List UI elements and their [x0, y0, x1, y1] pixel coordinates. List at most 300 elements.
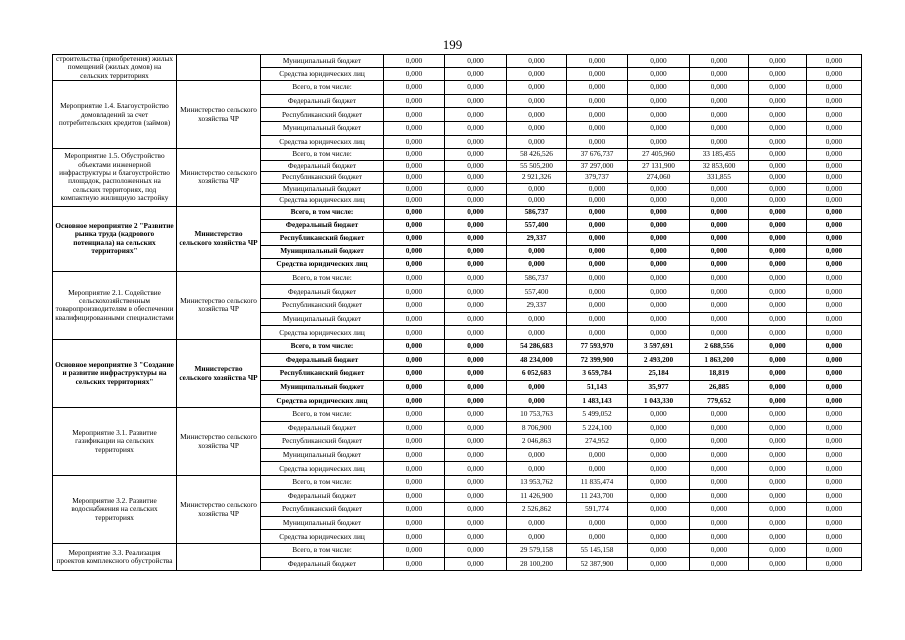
funding-source-cell: Федеральный бюджет [261, 421, 384, 435]
amount-cell: 0,000 [628, 557, 690, 571]
funding-source-cell: Всего, в том числе: [261, 476, 384, 490]
amount-cell: 27 405,960 [628, 149, 690, 161]
funding-source-cell: Средства юридических лиц [261, 258, 384, 271]
amount-cell: 0,000 [507, 530, 567, 544]
funding-source-cell: Муниципальный бюджет [261, 516, 384, 530]
amount-cell: 0,000 [690, 557, 749, 571]
amount-cell: 779,652 [690, 394, 749, 408]
amount-cell: 0,000 [690, 448, 749, 462]
amount-cell: 0,000 [690, 462, 749, 476]
amount-cell: 0,000 [445, 476, 507, 490]
amount-cell: 0,000 [807, 172, 862, 184]
amount-cell: 0,000 [807, 94, 862, 108]
amount-cell: 3 659,784 [567, 367, 628, 381]
funding-source-cell: Средства юридических лиц [261, 326, 384, 340]
amount-cell: 0,000 [690, 312, 749, 326]
amount-cell: 29,337 [507, 232, 567, 245]
amount-cell: 0,000 [567, 245, 628, 258]
amount-cell: 0,000 [807, 435, 862, 449]
amount-cell: 0,000 [384, 285, 445, 299]
amount-cell: 0,000 [807, 557, 862, 571]
amount-cell: 0,000 [445, 448, 507, 462]
amount-cell: 0,000 [445, 94, 507, 108]
amount-cell: 0,000 [628, 271, 690, 285]
amount-cell: 0,000 [807, 476, 862, 490]
amount-cell: 331,855 [690, 172, 749, 184]
event-name-cell: Мероприятие 3.2. Развитие водоснабжения на сельских территориях [53, 476, 177, 544]
event-name-cell: Мероприятие 3.1. Развитие газификации на сельских территориях [53, 408, 177, 476]
amount-cell: 0,000 [749, 544, 807, 558]
amount-cell: 3 597,691 [628, 340, 690, 354]
funding-source-cell: Муниципальный бюджет [261, 380, 384, 394]
amount-cell: 77 593,970 [567, 340, 628, 354]
amount-cell: 586,737 [507, 271, 567, 285]
amount-cell: 0,000 [749, 326, 807, 340]
amount-cell: 0,000 [384, 435, 445, 449]
amount-cell: 29 579,158 [507, 544, 567, 558]
amount-cell: 0,000 [749, 219, 807, 232]
table-row [53, 340, 862, 354]
amount-cell: 0,000 [628, 285, 690, 299]
funding-source-cell: Всего, в том числе: [261, 271, 384, 285]
amount-cell: 0,000 [384, 312, 445, 326]
amount-cell: 0,000 [807, 232, 862, 245]
amount-cell: 0,000 [628, 462, 690, 476]
amount-cell: 0,000 [384, 530, 445, 544]
amount-cell: 0,000 [807, 135, 862, 149]
amount-cell: 0,000 [749, 285, 807, 299]
amount-cell: 11 243,700 [567, 489, 628, 503]
amount-cell: 0,000 [507, 326, 567, 340]
amount-cell: 0,000 [807, 258, 862, 271]
amount-cell: 0,000 [807, 299, 862, 313]
amount-cell: 0,000 [567, 462, 628, 476]
amount-cell: 0,000 [567, 206, 628, 219]
funding-source-cell: Республиканский бюджет [261, 299, 384, 313]
amount-cell: 0,000 [807, 503, 862, 517]
amount-cell: 0,000 [384, 516, 445, 530]
amount-cell: 0,000 [690, 219, 749, 232]
amount-cell: 274,060 [628, 172, 690, 184]
table-row [53, 81, 862, 95]
amount-cell: 557,400 [507, 285, 567, 299]
table-row [53, 149, 862, 161]
funding-source-cell: Всего, в том числе: [261, 81, 384, 95]
amount-cell: 0,000 [567, 312, 628, 326]
amount-cell: 0,000 [445, 353, 507, 367]
amount-cell: 0,000 [567, 108, 628, 122]
executor-cell: Министерство сельского хозяйства ЧР [177, 81, 261, 149]
amount-cell: 35,977 [628, 380, 690, 394]
amount-cell: 0,000 [384, 394, 445, 408]
amount-cell: 0,000 [384, 81, 445, 95]
amount-cell: 0,000 [749, 299, 807, 313]
funding-source-cell: Всего, в том числе: [261, 340, 384, 354]
amount-cell: 0,000 [384, 149, 445, 161]
amount-cell: 0,000 [384, 353, 445, 367]
amount-cell: 0,000 [445, 81, 507, 95]
amount-cell: 0,000 [445, 122, 507, 136]
amount-cell: 274,952 [567, 435, 628, 449]
amount-cell: 0,000 [567, 68, 628, 81]
amount-cell: 0,000 [384, 476, 445, 490]
amount-cell: 0,000 [567, 271, 628, 285]
amount-cell: 6 052,683 [507, 367, 567, 381]
amount-cell: 25,184 [628, 367, 690, 381]
amount-cell: 0,000 [749, 195, 807, 207]
table-row [53, 55, 862, 68]
funding-source-cell: Всего, в том числе: [261, 408, 384, 422]
table-row [53, 544, 862, 558]
amount-cell: 54 286,683 [507, 340, 567, 354]
amount-cell: 0,000 [749, 232, 807, 245]
amount-cell: 0,000 [445, 421, 507, 435]
amount-cell: 0,000 [384, 55, 445, 68]
amount-cell: 0,000 [690, 476, 749, 490]
amount-cell: 0,000 [445, 312, 507, 326]
amount-cell: 0,000 [384, 421, 445, 435]
amount-cell: 0,000 [567, 232, 628, 245]
amount-cell: 0,000 [749, 172, 807, 184]
amount-cell: 0,000 [628, 258, 690, 271]
amount-cell: 0,000 [690, 285, 749, 299]
amount-cell: 2 688,556 [690, 340, 749, 354]
amount-cell: 0,000 [749, 530, 807, 544]
amount-cell: 0,000 [628, 108, 690, 122]
amount-cell: 0,000 [690, 183, 749, 195]
amount-cell: 0,000 [384, 271, 445, 285]
amount-cell: 0,000 [807, 195, 862, 207]
funding-source-cell: Средства юридических лиц [261, 135, 384, 149]
table-row [53, 206, 862, 219]
amount-cell: 55 145,158 [567, 544, 628, 558]
funding-source-cell: Республиканский бюджет [261, 435, 384, 449]
amount-cell: 0,000 [749, 448, 807, 462]
amount-cell: 37 676,737 [567, 149, 628, 161]
amount-cell: 0,000 [807, 183, 862, 195]
amount-cell: 0,000 [384, 367, 445, 381]
funding-source-cell: Муниципальный бюджет [261, 448, 384, 462]
amount-cell: 0,000 [690, 135, 749, 149]
amount-cell: 0,000 [749, 394, 807, 408]
funding-source-cell: Муниципальный бюджет [261, 312, 384, 326]
amount-cell: 0,000 [445, 108, 507, 122]
amount-cell: 0,000 [807, 219, 862, 232]
event-name-cell: Основное мероприятие 3 "Создание и развитие инфраструктуры на сельских территориях" [53, 340, 177, 408]
funding-source-cell: Федеральный бюджет [261, 557, 384, 571]
amount-cell: 0,000 [749, 206, 807, 219]
amount-cell: 0,000 [628, 489, 690, 503]
funding-source-cell: Муниципальный бюджет [261, 55, 384, 68]
table-row [53, 476, 862, 490]
amount-cell: 0,000 [690, 421, 749, 435]
amount-cell: 0,000 [690, 435, 749, 449]
amount-cell: 0,000 [628, 544, 690, 558]
amount-cell: 0,000 [690, 503, 749, 517]
amount-cell: 0,000 [807, 122, 862, 136]
amount-cell: 0,000 [384, 408, 445, 422]
amount-cell: 0,000 [690, 530, 749, 544]
funding-source-cell: Республиканский бюджет [261, 108, 384, 122]
amount-cell: 0,000 [445, 462, 507, 476]
executor-cell: Министерство сельского хозяйства ЧР [177, 340, 261, 408]
amount-cell: 0,000 [807, 380, 862, 394]
amount-cell: 0,000 [628, 516, 690, 530]
amount-cell: 0,000 [690, 195, 749, 207]
amount-cell: 0,000 [690, 81, 749, 95]
amount-cell: 0,000 [807, 516, 862, 530]
amount-cell: 0,000 [567, 258, 628, 271]
amount-cell: 0,000 [445, 530, 507, 544]
amount-cell: 0,000 [567, 326, 628, 340]
amount-cell: 1 863,200 [690, 353, 749, 367]
amount-cell: 52 387,900 [567, 557, 628, 571]
amount-cell: 0,000 [749, 557, 807, 571]
amount-cell: 0,000 [628, 81, 690, 95]
amount-cell: 0,000 [628, 68, 690, 81]
amount-cell: 0,000 [749, 135, 807, 149]
amount-cell: 0,000 [445, 340, 507, 354]
event-name-cell: Мероприятие 3.3. Реализация проектов комплексного обустройства [53, 544, 177, 571]
funding-source-cell: Средства юридических лиц [261, 530, 384, 544]
amount-cell: 0,000 [445, 489, 507, 503]
amount-cell: 0,000 [507, 312, 567, 326]
amount-cell: 0,000 [749, 380, 807, 394]
amount-cell: 0,000 [445, 195, 507, 207]
amount-cell: 0,000 [384, 232, 445, 245]
amount-cell: 0,000 [567, 122, 628, 136]
amount-cell: 0,000 [807, 68, 862, 81]
amount-cell: 0,000 [807, 448, 862, 462]
amount-cell: 18,819 [690, 367, 749, 381]
amount-cell: 0,000 [807, 394, 862, 408]
funding-source-cell: Республиканский бюджет [261, 172, 384, 184]
amount-cell: 0,000 [749, 68, 807, 81]
amount-cell: 0,000 [507, 122, 567, 136]
amount-cell: 0,000 [628, 135, 690, 149]
amount-cell: 557,400 [507, 219, 567, 232]
amount-cell: 5 499,052 [567, 408, 628, 422]
amount-cell: 0,000 [507, 81, 567, 95]
amount-cell: 27 131,900 [628, 160, 690, 172]
funding-source-cell: Федеральный бюджет [261, 94, 384, 108]
page-number: 199 [442, 37, 463, 52]
amount-cell: 0,000 [690, 232, 749, 245]
event-name-cell: строительства (приобретения) жилых помещений (жилых домов) на сельских территориях [53, 55, 177, 81]
executor-cell: Министерство сельского хозяйства ЧР [177, 271, 261, 339]
amount-cell: 0,000 [807, 108, 862, 122]
amount-cell: 0,000 [749, 462, 807, 476]
amount-cell: 0,000 [749, 340, 807, 354]
amount-cell: 0,000 [628, 122, 690, 136]
funding-source-cell: Средства юридических лиц [261, 195, 384, 207]
amount-cell: 0,000 [445, 299, 507, 313]
amount-cell: 0,000 [507, 258, 567, 271]
amount-cell: 0,000 [445, 408, 507, 422]
amount-cell: 0,000 [445, 503, 507, 517]
amount-cell: 0,000 [445, 435, 507, 449]
amount-cell: 0,000 [445, 160, 507, 172]
amount-cell: 0,000 [384, 206, 445, 219]
amount-cell: 0,000 [807, 462, 862, 476]
executor-cell: Министерство сельского хозяйства ЧР [177, 476, 261, 544]
amount-cell: 29,337 [507, 299, 567, 313]
amount-cell: 48 234,000 [507, 353, 567, 367]
amount-cell: 0,000 [749, 476, 807, 490]
amount-cell: 0,000 [445, 380, 507, 394]
amount-cell: 0,000 [628, 219, 690, 232]
amount-cell: 0,000 [690, 299, 749, 313]
amount-cell: 0,000 [628, 435, 690, 449]
amount-cell: 0,000 [807, 149, 862, 161]
amount-cell: 0,000 [567, 285, 628, 299]
amount-cell: 0,000 [384, 258, 445, 271]
amount-cell: 0,000 [445, 544, 507, 558]
amount-cell: 0,000 [567, 81, 628, 95]
amount-cell: 28 100,200 [507, 557, 567, 571]
amount-cell: 0,000 [628, 245, 690, 258]
amount-cell: 0,000 [807, 206, 862, 219]
amount-cell: 2 921,326 [507, 172, 567, 184]
amount-cell: 0,000 [567, 94, 628, 108]
amount-cell: 26,885 [690, 380, 749, 394]
event-name-cell: Мероприятие 1.4. Благоустройство домовладений за счет потребительских кредитов (займов) [53, 81, 177, 149]
amount-cell: 0,000 [384, 135, 445, 149]
executor-cell: Министерство сельского хозяйства ЧР [177, 206, 261, 271]
amount-cell: 0,000 [445, 394, 507, 408]
amount-cell: 0,000 [690, 94, 749, 108]
amount-cell: 10 753,763 [507, 408, 567, 422]
funding-source-cell: Федеральный бюджет [261, 285, 384, 299]
executor-cell [177, 55, 261, 81]
amount-cell: 0,000 [807, 421, 862, 435]
amount-cell: 0,000 [628, 183, 690, 195]
amount-cell: 0,000 [628, 421, 690, 435]
amount-cell: 0,000 [807, 489, 862, 503]
amount-cell: 0,000 [384, 108, 445, 122]
amount-cell: 0,000 [445, 135, 507, 149]
amount-cell: 0,000 [807, 271, 862, 285]
amount-cell: 0,000 [749, 435, 807, 449]
amount-cell: 0,000 [445, 219, 507, 232]
amount-cell: 0,000 [445, 206, 507, 219]
amount-cell: 5 224,100 [567, 421, 628, 435]
table-row [53, 271, 862, 285]
amount-cell: 0,000 [690, 258, 749, 271]
amount-cell: 0,000 [628, 408, 690, 422]
amount-cell: 0,000 [445, 183, 507, 195]
amount-cell: 0,000 [749, 489, 807, 503]
amount-cell: 0,000 [567, 183, 628, 195]
amount-cell: 0,000 [690, 489, 749, 503]
executor-cell [177, 544, 261, 571]
amount-cell: 0,000 [628, 232, 690, 245]
amount-cell: 72 399,900 [567, 353, 628, 367]
amount-cell: 0,000 [749, 183, 807, 195]
amount-cell: 11 426,900 [507, 489, 567, 503]
amount-cell: 13 953,762 [507, 476, 567, 490]
amount-cell: 0,000 [384, 219, 445, 232]
amount-cell: 379,737 [567, 172, 628, 184]
amount-cell: 0,000 [749, 149, 807, 161]
amount-cell: 0,000 [749, 108, 807, 122]
amount-cell: 0,000 [384, 340, 445, 354]
amount-cell: 0,000 [628, 195, 690, 207]
funding-source-cell: Всего, в том числе: [261, 149, 384, 161]
amount-cell: 8 706,900 [507, 421, 567, 435]
amount-cell: 0,000 [507, 380, 567, 394]
amount-cell: 2 493,200 [628, 353, 690, 367]
amount-cell: 0,000 [567, 55, 628, 68]
funding-source-cell: Средства юридических лиц [261, 68, 384, 81]
amount-cell: 58 426,526 [507, 149, 567, 161]
amount-cell: 0,000 [445, 172, 507, 184]
amount-cell: 0,000 [384, 544, 445, 558]
amount-cell: 0,000 [628, 448, 690, 462]
amount-cell: 0,000 [507, 195, 567, 207]
amount-cell: 0,000 [384, 489, 445, 503]
amount-cell: 0,000 [628, 94, 690, 108]
funding-source-cell: Федеральный бюджет [261, 353, 384, 367]
amount-cell: 0,000 [445, 55, 507, 68]
amount-cell: 0,000 [749, 81, 807, 95]
amount-cell: 0,000 [690, 544, 749, 558]
amount-cell: 0,000 [445, 285, 507, 299]
amount-cell: 0,000 [628, 530, 690, 544]
amount-cell: 0,000 [507, 516, 567, 530]
amount-cell: 37 297,000 [567, 160, 628, 172]
amount-cell: 0,000 [807, 312, 862, 326]
amount-cell: 2 046,863 [507, 435, 567, 449]
amount-cell: 0,000 [384, 245, 445, 258]
amount-cell: 0,000 [445, 149, 507, 161]
amount-cell: 1 043,330 [628, 394, 690, 408]
funding-source-cell: Федеральный бюджет [261, 160, 384, 172]
amount-cell: 0,000 [749, 353, 807, 367]
amount-cell: 0,000 [445, 232, 507, 245]
amount-cell: 0,000 [384, 380, 445, 394]
amount-cell: 0,000 [749, 94, 807, 108]
amount-cell: 0,000 [628, 55, 690, 68]
amount-cell: 0,000 [690, 245, 749, 258]
amount-cell: 0,000 [507, 135, 567, 149]
amount-cell: 0,000 [445, 271, 507, 285]
amount-cell: 0,000 [567, 135, 628, 149]
amount-cell: 0,000 [507, 394, 567, 408]
amount-cell: 0,000 [628, 206, 690, 219]
amount-cell: 1 483,143 [567, 394, 628, 408]
amount-cell: 0,000 [690, 68, 749, 81]
amount-cell: 0,000 [628, 312, 690, 326]
amount-cell: 0,000 [749, 271, 807, 285]
amount-cell: 0,000 [384, 462, 445, 476]
event-name-cell: Основное мероприятие 2 "Развитие рынка труда (кадрового потенциала) на сельских территориях" [53, 206, 177, 271]
amount-cell: 0,000 [749, 55, 807, 68]
funding-source-cell: Муниципальный бюджет [261, 245, 384, 258]
amount-cell: 0,000 [384, 326, 445, 340]
amount-cell: 0,000 [567, 219, 628, 232]
amount-cell: 0,000 [749, 516, 807, 530]
event-name-cell: Мероприятие 1.5. Обустройство объектами инженерной инфраструктуры и благоустройство площадок, расположенных на сельских территориях, под компактную жилищную застройку [53, 149, 177, 207]
amount-cell: 0,000 [749, 122, 807, 136]
amount-cell: 0,000 [749, 245, 807, 258]
amount-cell: 0,000 [749, 408, 807, 422]
amount-cell: 0,000 [807, 408, 862, 422]
budget-table [52, 54, 862, 571]
amount-cell: 0,000 [445, 557, 507, 571]
amount-cell: 0,000 [384, 183, 445, 195]
amount-cell: 0,000 [567, 299, 628, 313]
